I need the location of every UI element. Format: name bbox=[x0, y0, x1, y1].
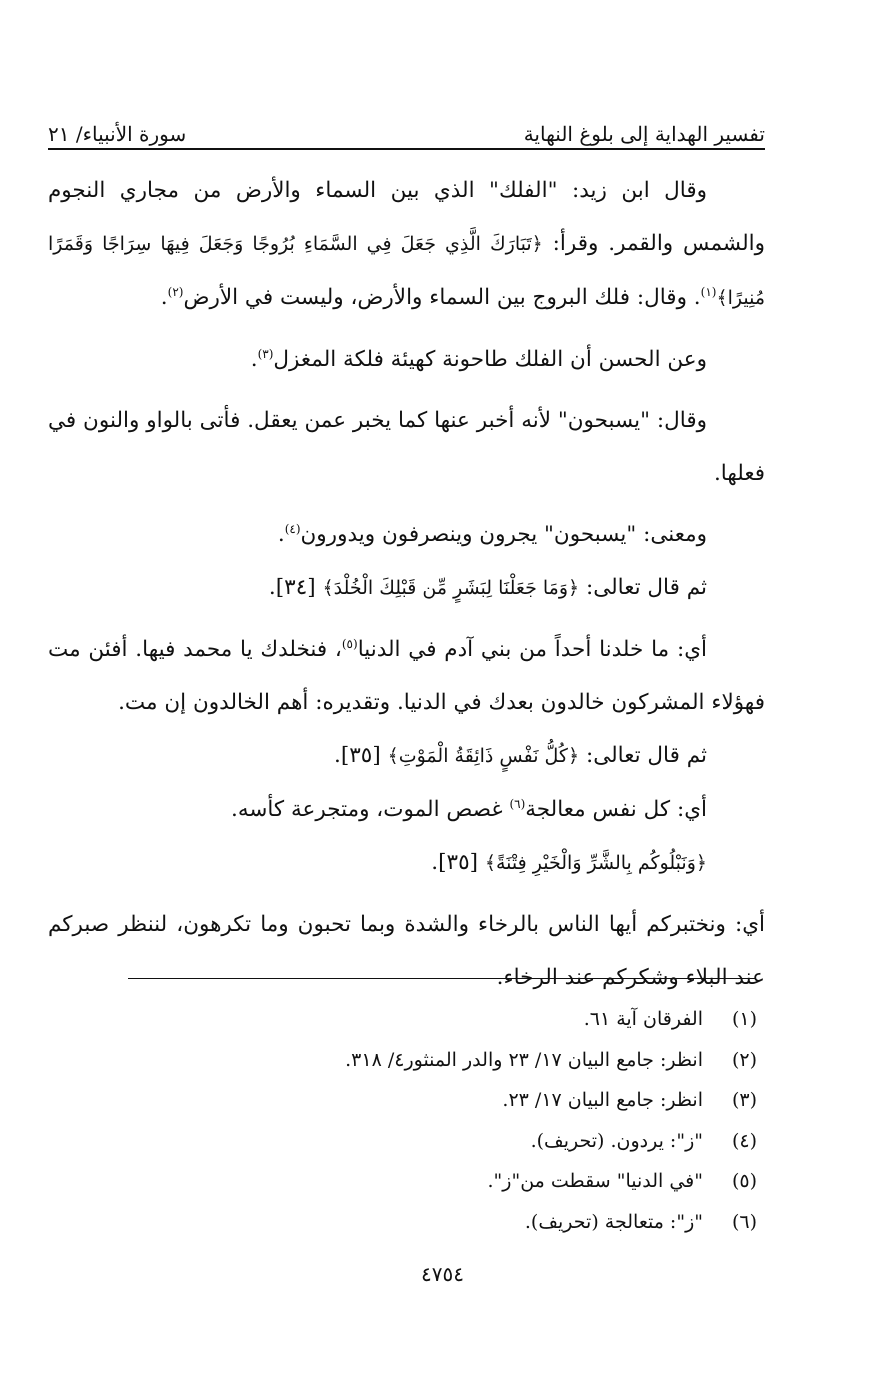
footnote-ref: (٣) bbox=[257, 346, 274, 361]
paragraph-2: وعن الحسن أن الفلك طاحونة كهيئة فلكة المغزل$^{(٣)}$. bbox=[250, 346, 707, 372]
footnote-text: انظر: جامع البيان ١٧/ ٢٣ والدر المنثور٤/ ٣١٨. bbox=[345, 1048, 703, 1071]
footnote-item bbox=[48, 1080, 757, 1121]
footnote-ref: (٥) bbox=[341, 636, 358, 651]
running-header bbox=[48, 106, 765, 146]
footnote-number: (١) bbox=[731, 1008, 757, 1030]
header-rule bbox=[48, 148, 765, 150]
quran-verse: ﴿تَبَارَكَ الَّذِي جَعَلَ فِي السَّمَاءِ بُرُوجًا وَجَعَلَ فِيهَا سِرَاجًا وَقَمَرًا مُنِيرًا﴾ bbox=[48, 233, 765, 309]
footnote-text: "في الدنيا" سقطت من"ز". bbox=[487, 1170, 703, 1192]
footnote-item bbox=[48, 1161, 757, 1202]
footnote-ref: (٤) bbox=[284, 521, 301, 536]
paragraph-4: ومعنى: "يسبحون" يجرون وينصرفون ويدورون$^{(٤)}$. bbox=[277, 521, 707, 547]
paragraph-10: أي: ونختبركم أيها الناس بالرخاء والشدة وبما تحبون وما تكرهون، لننظر صبركم عند البلاء وشكركم عند الرخاء. bbox=[48, 912, 765, 990]
footnote-item bbox=[48, 1040, 757, 1081]
footnote-text: "ز": متعالجة (تحريف). bbox=[524, 1210, 703, 1233]
footnote-item bbox=[48, 999, 757, 1040]
paragraph-5: ثم قال تعالى: ﴿وَمَا جَعَلْنَا لِبَشَرٍ مِّن قَبْلِكَ الْخُلْدَ﴾ [٣٤]. bbox=[268, 575, 707, 600]
quran-verse: ﴿وَمَا جَعَلْنَا لِبَشَرٍ مِّن قَبْلِكَ الْخُلْدَ﴾ bbox=[322, 577, 580, 599]
footnote-number: (٤) bbox=[731, 1129, 757, 1152]
footnote-text: الفرقان آية ٦١. bbox=[583, 1008, 703, 1030]
footnote-text: انظر: جامع البيان ١٧/ ٢٣. bbox=[502, 1089, 703, 1111]
book-title: تفسير الهداية إلى بلوغ النهاية bbox=[523, 122, 765, 146]
quran-verse: ﴿كُلُّ نَفْسٍ ذَائِقَةُ الْمَوْتِ﴾ bbox=[387, 745, 580, 767]
footnote-number: (٥) bbox=[731, 1170, 757, 1192]
footnote-item bbox=[48, 1121, 757, 1162]
quran-verse: ﴿وَنَبْلُوكُم بِالشَّرِّ وَالْخَيْرِ فِتْنَةً﴾ bbox=[484, 852, 707, 874]
body-text bbox=[48, 164, 765, 1004]
footnote-number: (٦) bbox=[731, 1210, 757, 1233]
paragraph-9: ﴿وَنَبْلُوكُم بِالشَّرِّ وَالْخَيْرِ فِتْنَةً﴾ [٣٥]. bbox=[431, 850, 707, 875]
footnote-rule bbox=[128, 978, 756, 979]
footnote-number: (٣) bbox=[731, 1089, 757, 1111]
footnote-ref: (١) bbox=[700, 284, 717, 299]
surah-reference: سورة الأنبياء/ ٢١ bbox=[48, 122, 187, 146]
paragraph-1: وقال ابن زيد: "الفلك" الذي بين السماء والأرض من مجاري النجوم والشمس والقمر. وقرأ: ﴿تَبَارَكَ الَّذِي جَعَلَ فِي السَّمَاءِ بُرُوجًا وَجَعَلَ فِيهَا سِرَاجًا وَقَمَرًا مُنِيرًا﴾$^{(١)}$. وقال: فلك البروج بين السماء والأرض، وليست في الأرض$^{(٢)}$. bbox=[48, 178, 765, 310]
paragraph-6: أي: ما خلدنا أحداً من بني آدم في الدنيا$^{(٥)}$، فنخلدك يا محمد فيها. أفئن مت فهؤلاء المشركون خالدون بعدك في الدنيا. وتقديره: أهم الخالدون إن مت. bbox=[48, 636, 765, 715]
footnote-number: (٢) bbox=[731, 1048, 757, 1071]
paragraph-7: ثم قال تعالى: ﴿كُلُّ نَفْسٍ ذَائِقَةُ الْمَوْتِ﴾ [٣٥]. bbox=[334, 743, 707, 768]
paragraph-3: وقال: "يسبحون" لأنه أخبر عنها كما يخبر عمن يعقل. فأتى بالواو والنون في فعلها. bbox=[48, 408, 765, 486]
footnotes bbox=[48, 999, 757, 1242]
paragraph-8: أي: كل نفس معالجة$^{(٦)}$ غصص الموت، ومتجرعة كأسه. bbox=[230, 796, 707, 822]
footnote-ref: (٢) bbox=[167, 284, 184, 299]
footnote-text: "ز": يردون. (تحريف). bbox=[530, 1129, 703, 1152]
footnote-item bbox=[48, 1202, 757, 1243]
footnote-ref: (٦) bbox=[509, 796, 526, 811]
page-number: ٤٧٥٤ bbox=[421, 1262, 464, 1286]
